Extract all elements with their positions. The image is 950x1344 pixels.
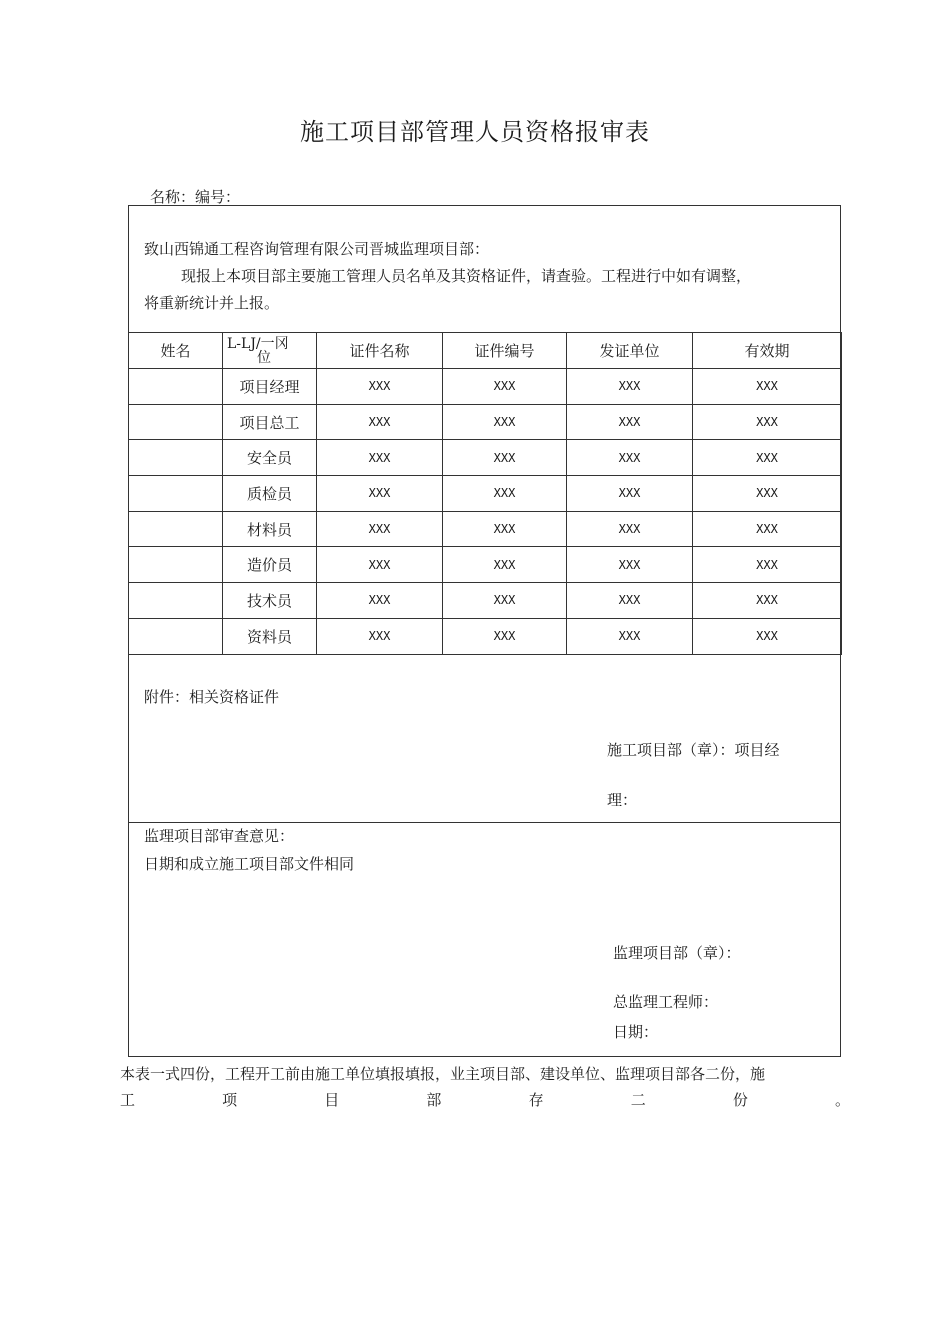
footer-char: 存 [528, 1091, 544, 1109]
cell-issuer: XXX [567, 404, 693, 440]
cell-position: 资料员 [223, 618, 317, 654]
cell-name [129, 583, 223, 619]
cell-name [129, 511, 223, 547]
cell-name [129, 476, 223, 512]
cell-cert-no: XXX [443, 547, 567, 583]
cell-issuer: XXX [567, 583, 693, 619]
cell-issuer: XXX [567, 511, 693, 547]
cell-cert-no: XXX [443, 511, 567, 547]
cell-issuer: XXX [567, 369, 693, 405]
cell-validity: XXX [693, 547, 842, 583]
cell-validity: XXX [693, 369, 842, 405]
footer-char: 项 [222, 1091, 238, 1109]
cell-issuer: XXX [567, 618, 693, 654]
cell-cert-name: XXX [317, 583, 443, 619]
cell-cert-name: XXX [317, 404, 443, 440]
cell-position: 项目经理 [223, 369, 317, 405]
header-position [223, 333, 317, 369]
cell-validity: XXX [693, 404, 842, 440]
cell-cert-no: XXX [443, 369, 567, 405]
footer-char: 部 [426, 1091, 442, 1109]
footer-char: 目 [324, 1091, 340, 1109]
cell-name [129, 404, 223, 440]
contractor-sign-line-1: 施工项目部（章）：项目经 [607, 741, 780, 759]
table-header-row [129, 333, 842, 369]
header-cert-no: 证件编号 [443, 333, 567, 369]
section-divider [128, 822, 841, 823]
cell-validity: XXX [693, 583, 842, 619]
footer-char: 份 [732, 1091, 748, 1109]
cell-cert-name: XXX [317, 440, 443, 476]
cell-position: 材料员 [223, 511, 317, 547]
personnel-table [128, 332, 842, 655]
cell-position: 造价员 [223, 547, 317, 583]
review-date: 日期： [613, 1023, 659, 1041]
cell-cert-no: XXX [443, 618, 567, 654]
cell-cert-no: XXX [443, 440, 567, 476]
footer-char: 工 [120, 1091, 136, 1109]
contractor-sign-line-2: 理： [607, 791, 638, 809]
cell-cert-name: XXX [317, 547, 443, 583]
cell-cert-name: XXX [317, 369, 443, 405]
cell-cert-no: XXX [443, 404, 567, 440]
footer-note-line-2 [120, 1089, 850, 1110]
cell-position: 安全员 [223, 440, 317, 476]
addressee: 致山西锦通工程咨询管理有限公司晋城监理项目部： [144, 240, 490, 258]
cell-validity: XXX [693, 511, 842, 547]
footer-note-line-1: 本表一式四份，工程开工前由施工单位填报填报，业主项目部、建设单位、监理项目部各二份，施 [120, 1065, 766, 1083]
review-label: 监理项目部审查意见： [144, 827, 295, 845]
cell-position: 技术员 [223, 583, 317, 619]
cell-cert-name: XXX [317, 476, 443, 512]
cell-cert-no: XXX [443, 583, 567, 619]
form-title: 施工项目部管理人员资格报审表 [300, 118, 650, 146]
supervision-stamp: 监理项目部（章）： [613, 944, 741, 962]
header-name: 姓名 [129, 333, 223, 369]
table-row [129, 404, 842, 440]
cell-cert-no: XXX [443, 476, 567, 512]
cell-position: 质检员 [223, 476, 317, 512]
intro-block [144, 236, 834, 317]
review-text: 日期和成立施工项目部文件相同 [144, 855, 355, 873]
table-row [129, 583, 842, 619]
body-line-1: 现报上本项目部主要施工管理人员名单及其资格证件，请查验。工程进行中如有调整， [181, 267, 752, 285]
cell-validity: XXX [693, 440, 842, 476]
cell-issuer: XXX [567, 547, 693, 583]
cell-name [129, 440, 223, 476]
cell-name [129, 618, 223, 654]
cell-issuer: XXX [567, 476, 693, 512]
table-row [129, 440, 842, 476]
footer-char: 。 [834, 1091, 850, 1109]
table-row [129, 618, 842, 654]
header-validity: 有效期 [693, 333, 842, 369]
name-number-line: 名称：编号： [150, 188, 241, 206]
cell-name [129, 369, 223, 405]
table-row [129, 476, 842, 512]
header-position-bottom: 位 [257, 350, 271, 366]
header-cert-name: 证件名称 [317, 333, 443, 369]
footer-char: 二 [630, 1091, 646, 1109]
cell-cert-name: XXX [317, 618, 443, 654]
attachment-note: 附件：相关资格证件 [144, 688, 280, 706]
cell-cert-name: XXX [317, 511, 443, 547]
cell-validity: XXX [693, 618, 842, 654]
cell-position: 项目总工 [223, 404, 317, 440]
table-row [129, 511, 842, 547]
table-row [129, 547, 842, 583]
cell-validity: XXX [693, 476, 842, 512]
cell-issuer: XXX [567, 440, 693, 476]
header-issuer: 发证单位 [567, 333, 693, 369]
cell-name [129, 547, 223, 583]
table-row [129, 369, 842, 405]
body-line-2: 将重新统计并上报。 [144, 294, 280, 312]
header-position-top: L-LJ/一冈 [227, 336, 289, 352]
chief-engineer: 总监理工程师： [613, 993, 719, 1011]
